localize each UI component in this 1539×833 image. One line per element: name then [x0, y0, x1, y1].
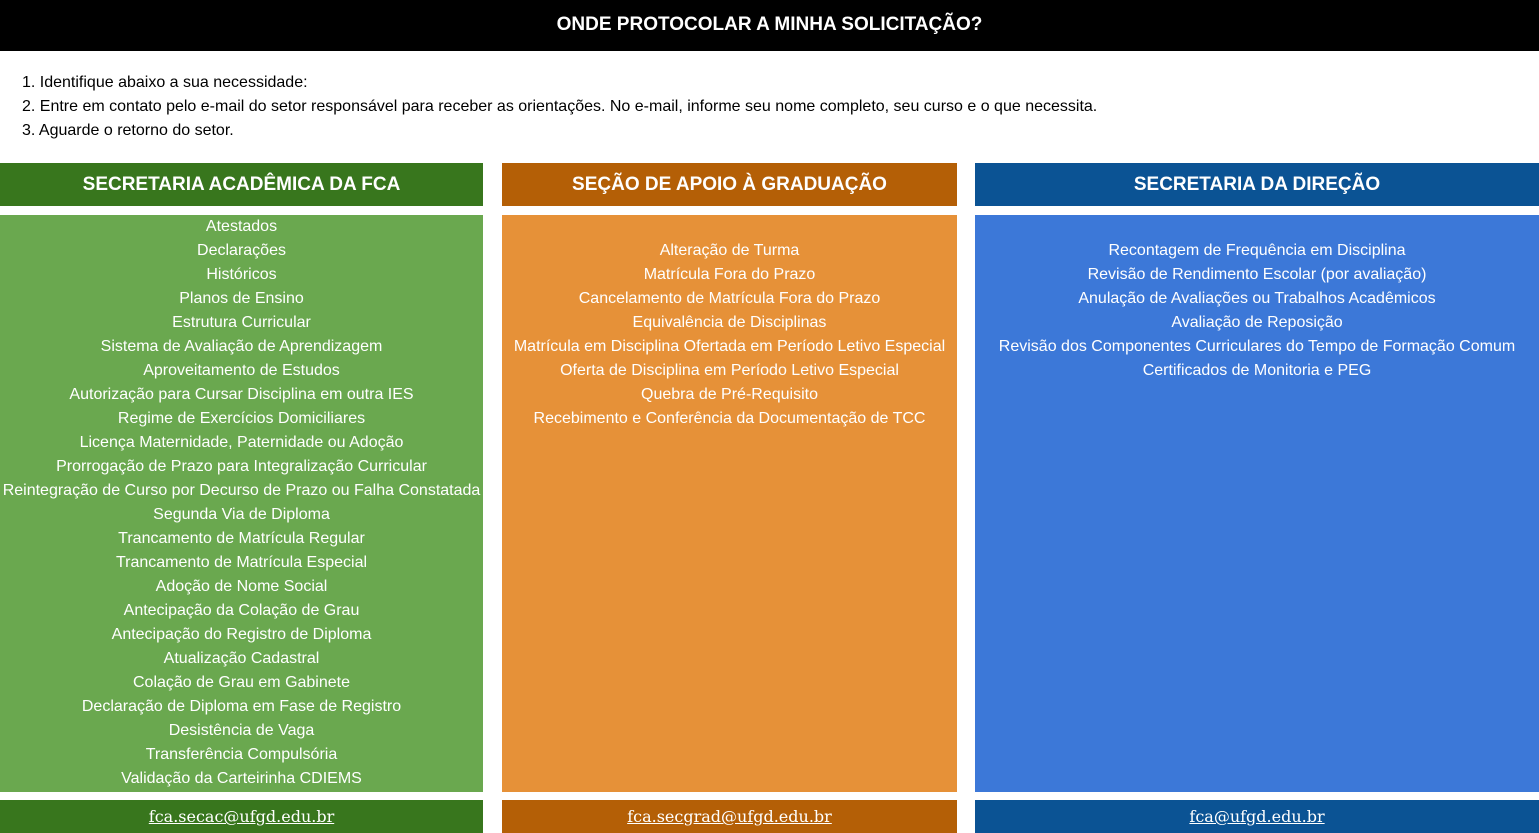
instructions-list: [22, 71, 1097, 143]
service-item: Aproveitamento de Estudos: [143, 362, 340, 379]
service-item: Alteração de Turma: [659, 242, 800, 259]
service-item: Atestados: [205, 218, 278, 235]
column-title: SECRETARIA DA DIREÇÃO: [1133, 173, 1381, 195]
service-item: Certificados de Monitoria e PEG: [1142, 362, 1372, 379]
service-item: Recebimento e Conferência da Documentação de TCC: [533, 410, 926, 427]
secretaria-academica-email-link[interactable]: fca.secac@ufgd.edu.br: [148, 807, 335, 826]
service-item: Transferência Compulsória: [145, 746, 338, 763]
instruction-step-3: 3. Aguarde o retorno do setor.: [22, 122, 234, 139]
secao-apoio-graduacao-header: [502, 163, 957, 206]
secretaria-direcao-services: [975, 215, 1539, 792]
service-item: Matrícula Fora do Prazo: [643, 266, 816, 283]
secao-apoio-graduacao-services: [502, 215, 957, 792]
instruction-step-2: 2. Entre em contato pelo e-mail do setor responsável para receber as orientações. No e-mail, informe seu nome completo, seu curso e o que necessita.: [22, 98, 1098, 115]
service-item: Sistema de Avaliação de Aprendizagem: [100, 338, 383, 355]
service-item: Quebra de Pré-Requisito: [641, 386, 818, 403]
service-item: Autorização para Cursar Disciplina em outra IES: [69, 386, 414, 403]
secretaria-direcao-footer: [975, 800, 1539, 833]
page-title: ONDE PROTOCOLAR A MINHA SOLICITAÇÃO?: [556, 14, 983, 35]
service-item: Equivalência de Disciplinas: [632, 314, 827, 331]
column-title: SECRETARIA ACADÊMICA DA FCA: [82, 173, 401, 195]
service-item: Estrutura Curricular: [172, 314, 311, 331]
service-item: Avaliação de Reposição: [1171, 314, 1343, 331]
service-item: Declarações: [197, 242, 286, 259]
secretaria-academica-header: [0, 163, 483, 206]
service-item: Atualização Cadastral: [163, 650, 320, 667]
service-item: Desistência de Vaga: [168, 722, 315, 739]
service-item: Históricos: [206, 266, 277, 283]
service-item: Oferta de Disciplina em Período Letivo Especial: [560, 362, 899, 379]
service-item: Revisão de Rendimento Escolar (por avaliação): [1087, 266, 1427, 283]
service-item: Matrícula em Disciplina Ofertada em Período Letivo Especial: [513, 338, 946, 355]
service-item: Trancamento de Matrícula Especial: [115, 554, 368, 571]
service-item: Planos de Ensino: [179, 290, 304, 307]
service-item: Cancelamento de Matrícula Fora do Prazo: [578, 290, 881, 307]
instruction-step-1: 1. Identifique abaixo a sua necessidade:: [22, 74, 308, 91]
secretaria-academica-services: [0, 215, 483, 792]
service-item: Colação de Grau em Gabinete: [132, 674, 350, 691]
service-item: Antecipação do Registro de Diploma: [111, 626, 372, 643]
secao-apoio-graduacao-footer: [502, 800, 957, 833]
service-item: Adoção de Nome Social: [155, 578, 328, 595]
secao-apoio-graduacao-email-link[interactable]: fca.secgrad@ufgd.edu.br: [627, 807, 832, 826]
service-item: Revisão dos Componentes Curriculares do Tempo de Formação Comum: [998, 338, 1516, 355]
column-title: SEÇÃO DE APOIO À GRADUAÇÃO: [572, 173, 887, 195]
service-item: Prorrogação de Prazo para Integralização Curricular: [56, 458, 427, 475]
secretaria-academica-footer: [0, 800, 483, 833]
page-title-bar: [0, 0, 1539, 51]
secretaria-direcao-email-link[interactable]: fca@ufgd.edu.br: [1189, 807, 1325, 826]
service-item: Anulação de Avaliações ou Trabalhos Acadêmicos: [1078, 290, 1436, 307]
service-item: Validação da Carteirinha CDIEMS: [121, 770, 362, 787]
service-item: Recontagem de Frequência em Disciplina: [1108, 242, 1406, 259]
service-item: Regime de Exercícios Domiciliares: [117, 410, 366, 427]
service-item: Trancamento de Matrícula Regular: [118, 530, 365, 547]
secretaria-direcao-header: [975, 163, 1539, 206]
service-item: Declaração de Diploma em Fase de Registro: [81, 698, 402, 715]
service-item: Segunda Via de Diploma: [153, 506, 330, 523]
service-item: Antecipação da Colação de Grau: [123, 602, 360, 619]
service-item: Reintegração de Curso por Decurso de Prazo ou Falha Constatada: [2, 482, 481, 499]
service-item: Licença Maternidade, Paternidade ou Adoção: [79, 434, 404, 451]
